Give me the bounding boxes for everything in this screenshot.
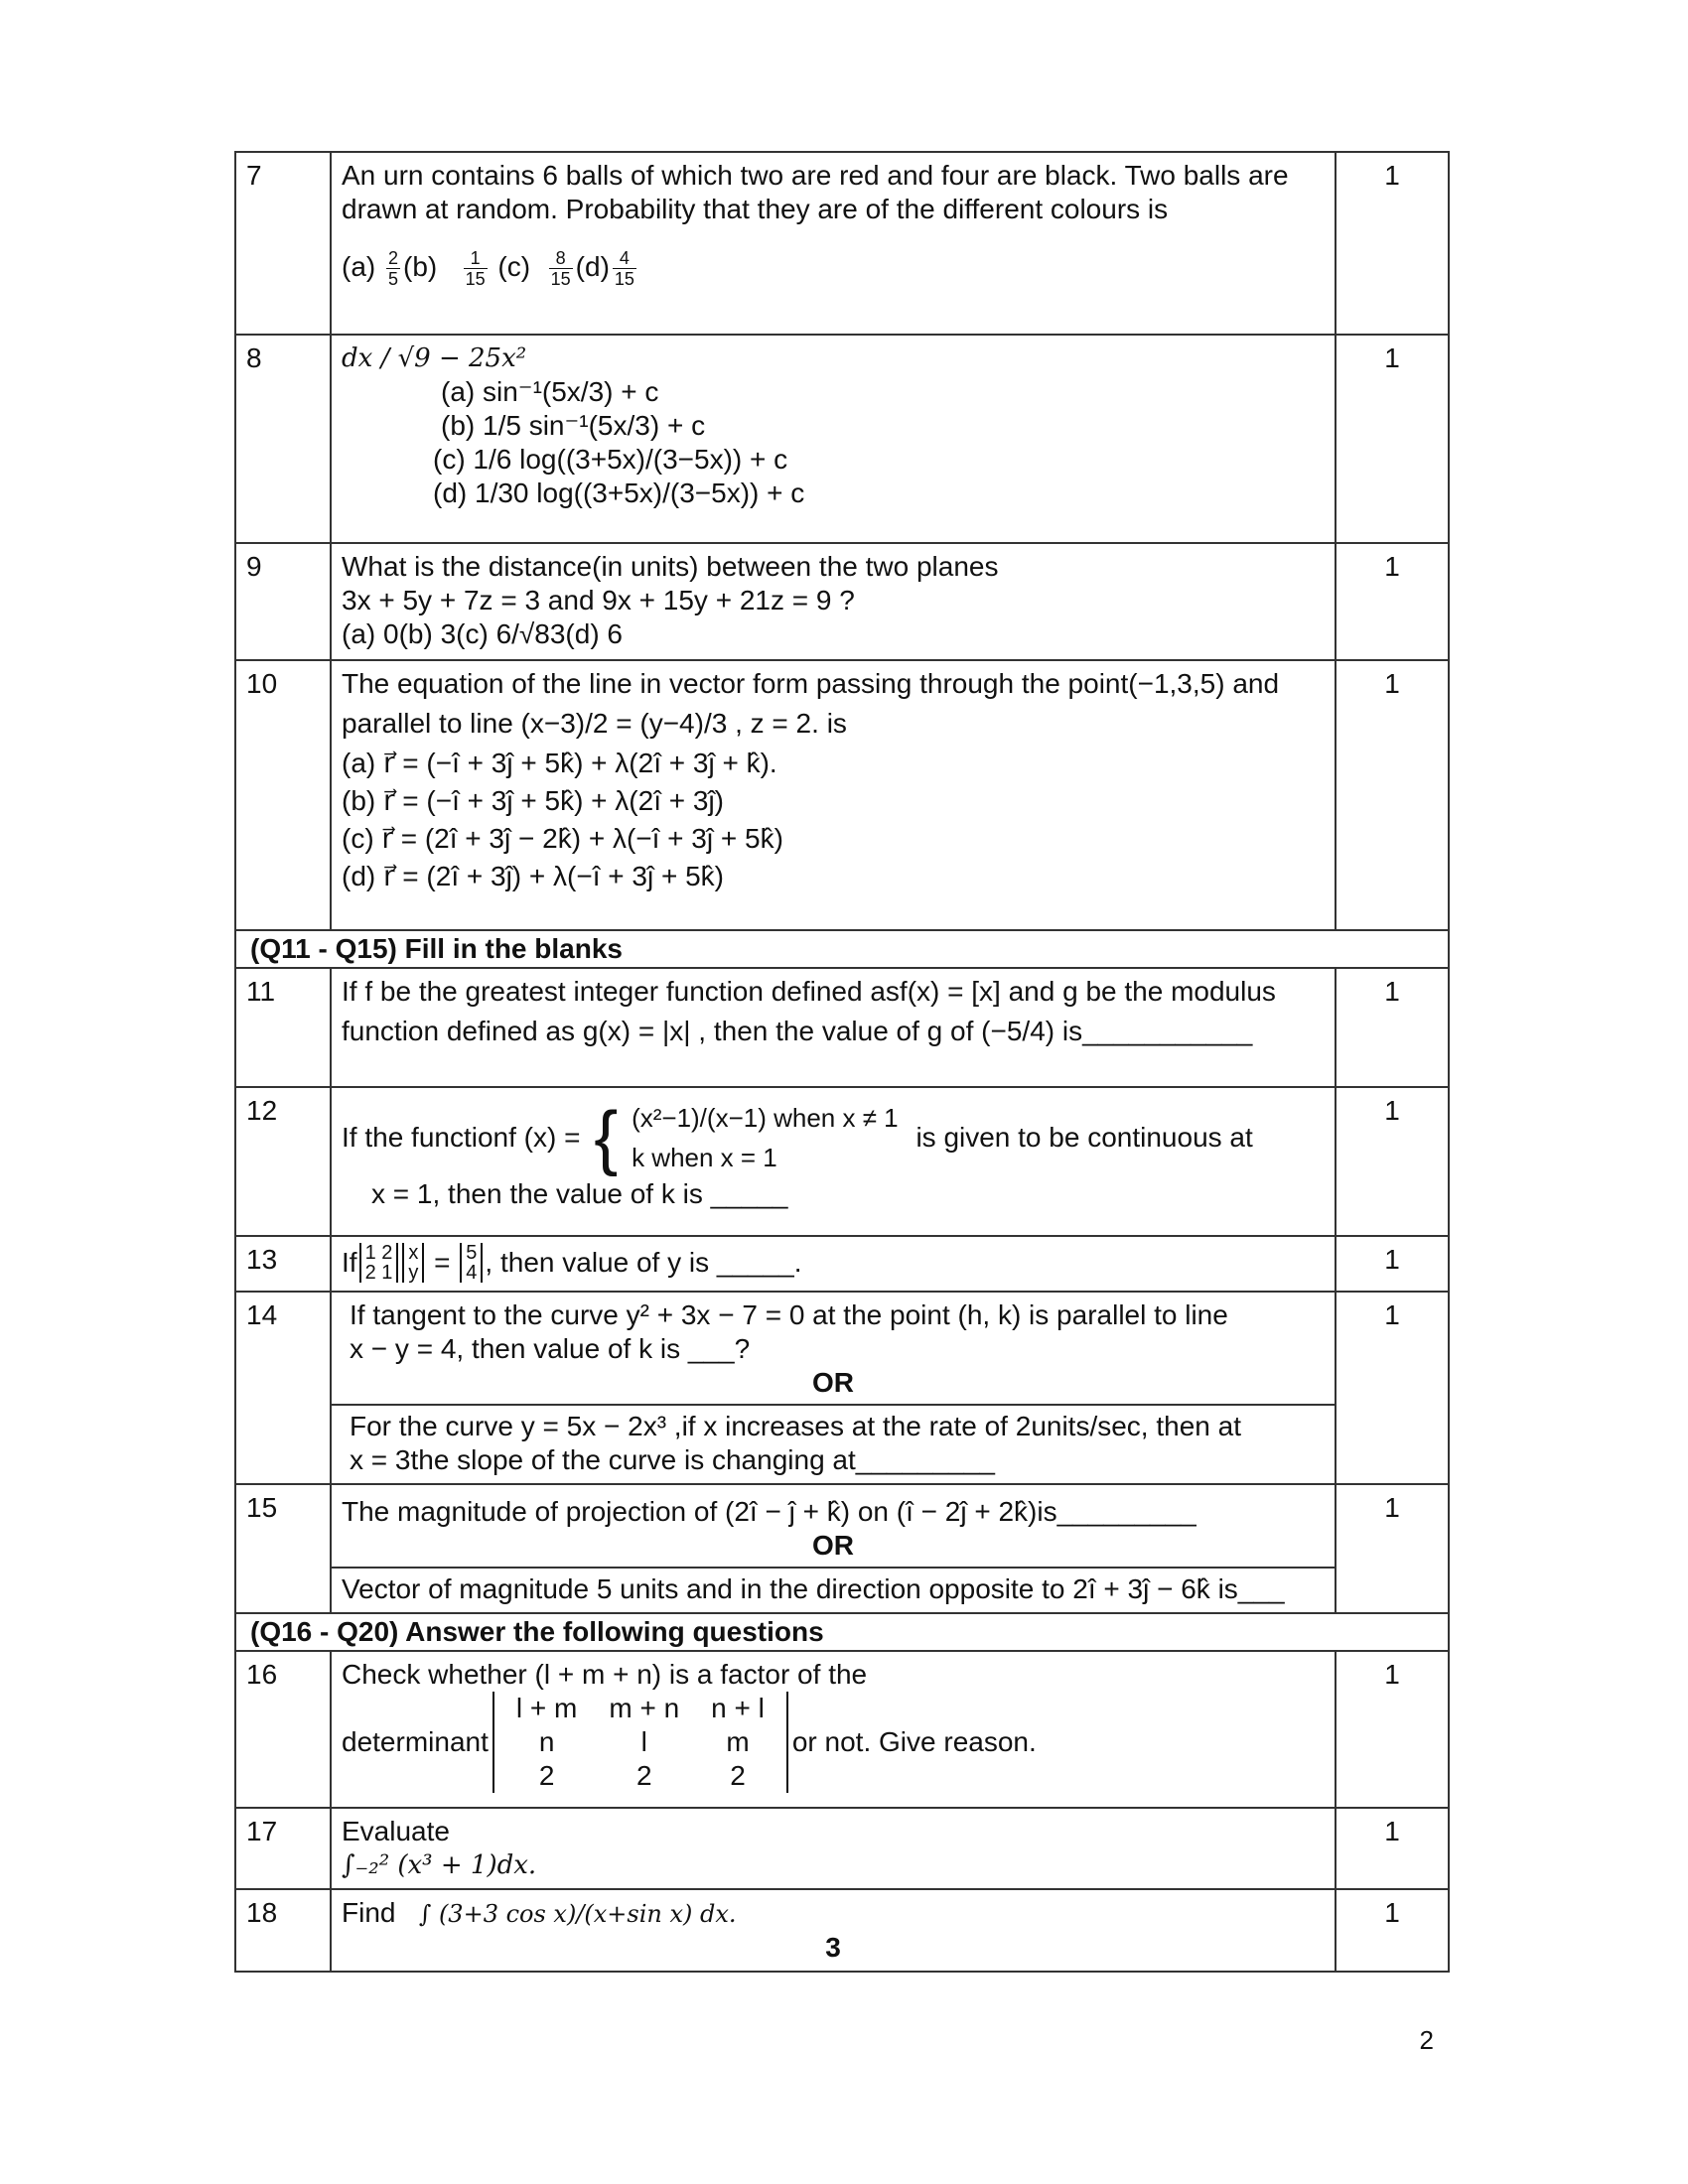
question-number: 13 bbox=[235, 1236, 331, 1292]
question-number: 15 bbox=[235, 1484, 331, 1613]
options: (a) $\frac{2}{5}$ (b) $\frac{1}{15}$ (c) $\frac{8}{15}$ (d) $\frac{4}{15}$ bbox=[342, 248, 634, 289]
matrix-xy: x y bbox=[402, 1243, 424, 1283]
question-body: If tangent to the curve y² + 3x − 7 = 0 at the point (h, k) is parallel to line x − y = 4, then value of k is ___? OR For the curve y = 5x − 2x³ ,if x increases at the rate of 2units/sec, then at x = 3the slope of the curve is changing at_________ bbox=[331, 1292, 1336, 1484]
question-number: 9 bbox=[235, 543, 331, 660]
question-row-17 bbox=[235, 1808, 1449, 1889]
question-row-16 bbox=[235, 1651, 1449, 1808]
question-body: Evaluate ∫₋₂² (x³ + 1)dx. bbox=[331, 1808, 1336, 1889]
marks: 1 bbox=[1336, 335, 1449, 543]
option-a: (a) sin⁻¹(5x/3) + c bbox=[441, 376, 659, 407]
question-row-8 bbox=[235, 335, 1449, 543]
question-number: 7 bbox=[235, 152, 331, 335]
question-body: The equation of the line in vector form passing through the point(−1,3,5) and parallel to line (x−3)/2 = (y−4)/3 , z = 2. is (a) r⃗ = (−î + 3ĵ + 5k̂) + λ(2î + 3ĵ + k̂). (b) r⃗ = (−î + 3ĵ + 5k̂) + λ(2î + 3ĵ) (c) r⃗ = (2î + 3ĵ − 2k̂) + λ(−î + 3ĵ + 5k̂) (d) r⃗ = (2î + 3ĵ) + λ(−î + 3ĵ + 5k̂) bbox=[331, 660, 1336, 930]
matrix-a: 1 2 2 1 bbox=[359, 1243, 399, 1283]
option-a: (a) r⃗ = (−î + 3ĵ + 5k̂) + λ(2î + 3ĵ + k̂). bbox=[342, 748, 777, 778]
question-body: If the functionf (x) = { (x²−1)/(x−1) when x ≠ 1 k when x = 1 is given to be continuous at x = 1, then the value of k is _____ bbox=[331, 1087, 1336, 1236]
question-body bbox=[331, 152, 1336, 335]
question-number: 11 bbox=[235, 968, 331, 1087]
question-number: 17 bbox=[235, 1808, 331, 1889]
question-body: The magnitude of projection of (2î − ĵ + k̂) on (î − 2ĵ + 2k̂)is_________ OR Vector of magnitude 5 units and in the direction opposite to 2î + 3ĵ − 6k̂ is___ bbox=[331, 1484, 1336, 1613]
question-body: What is the distance(in units) between the two planes 3x + 5y + 7z = 3 and 9x + 15y + 21z = 9 ? (a) 0(b) 3(c) 6/√83(d) 6 bbox=[331, 543, 1336, 660]
marks: 1 bbox=[1336, 1236, 1449, 1292]
option-b: (b) 1/5 sin⁻¹(5x/3) + c bbox=[441, 410, 706, 441]
marks: 1 bbox=[1336, 1484, 1449, 1613]
fraction: $\frac{8}{15}$ bbox=[550, 248, 571, 289]
section-heading-answer: (Q16 - Q20) Answer the following questions bbox=[235, 1613, 1449, 1651]
question-row-12 bbox=[235, 1087, 1449, 1236]
or-label: OR bbox=[812, 1530, 854, 1561]
question-number: 8 bbox=[235, 335, 331, 543]
option-c: (c) r⃗ = (2î + 3ĵ − 2k̂) + λ(−î + 3ĵ + 5k̂) bbox=[342, 823, 783, 854]
option-d: (d) 1/30 log((3+5x)/(3−5x)) + c bbox=[433, 478, 805, 508]
marks: 1 bbox=[1336, 660, 1449, 930]
question-row-7 bbox=[235, 152, 1449, 335]
marks: 1 bbox=[1336, 1292, 1449, 1484]
question-body: If f be the greatest integer function defined asf(x) = [x] and g be the modulus function defined as g(x) = |x| , then the value of g of (−5/4) is___________ bbox=[331, 968, 1336, 1087]
question-row-14 bbox=[235, 1292, 1449, 1484]
question-body: Check whether (l + m + n) is a factor of the determinant l + m m + n n + l n l m 2 2 2 or not. Give reason. bbox=[331, 1651, 1336, 1808]
or-label: OR bbox=[812, 1367, 854, 1398]
fraction: $\frac{4}{15}$ bbox=[614, 248, 634, 289]
question-row-9 bbox=[235, 543, 1449, 660]
question-number: 14 bbox=[235, 1292, 331, 1484]
question-number: 10 bbox=[235, 660, 331, 930]
fraction: $\frac{2}{5}$ bbox=[388, 248, 399, 289]
page-number: 2 bbox=[1419, 2025, 1434, 2055]
brace: { bbox=[594, 1098, 619, 1177]
question-number: 12 bbox=[235, 1087, 331, 1236]
marks: 1 bbox=[1336, 968, 1449, 1087]
marks: 1 bbox=[1336, 1651, 1449, 1808]
question-row-10 bbox=[235, 660, 1449, 930]
marks: 1 bbox=[1336, 152, 1449, 335]
integral: dx / √9 − 25x² bbox=[342, 343, 527, 373]
marks: 1 bbox=[1336, 1889, 1449, 1972]
question-body bbox=[331, 335, 1336, 543]
piecewise-cases: (x²−1)/(x−1) when x ≠ 1 k when x = 1 bbox=[632, 1103, 899, 1172]
marks: 1 bbox=[1336, 543, 1449, 660]
marks: 1 bbox=[1336, 1808, 1449, 1889]
question-row-11 bbox=[235, 968, 1449, 1087]
option-b: (b) r⃗ = (−î + 3ĵ + 5k̂) + λ(2î + 3ĵ) bbox=[342, 785, 724, 816]
question-number: 16 bbox=[235, 1651, 331, 1808]
section-heading-fill-blanks: (Q11 - Q15) Fill in the blanks bbox=[235, 930, 1449, 968]
question-row-13 bbox=[235, 1236, 1449, 1292]
options: (a) 0(b) 3(c) 6/√83(d) 6 bbox=[342, 618, 624, 649]
marks: 1 bbox=[1336, 1087, 1449, 1236]
question-row-15 bbox=[235, 1484, 1449, 1613]
matrix-result: 5 4 bbox=[460, 1243, 483, 1283]
question-body: Find ∫ (3+3 cos x)/(x+sin x) dx. 3 bbox=[331, 1889, 1336, 1972]
center-marker: 3 bbox=[825, 1932, 841, 1963]
question-number: 18 bbox=[235, 1889, 331, 1972]
fraction: $\frac{1}{15}$ bbox=[465, 248, 486, 289]
question-body: If 1 2 2 1 x y = 5 4 , then value of y is _____. bbox=[331, 1236, 1336, 1292]
option-d: (d) r⃗ = (2î + 3ĵ) + λ(−î + 3ĵ + 5k̂) bbox=[342, 861, 724, 891]
question-text: An urn contains 6 balls of which two are red and four are black. Two balls are drawn at random. Probability that they are of the different colours is bbox=[342, 160, 1289, 224]
question-table bbox=[234, 151, 1450, 1973]
question-row-18 bbox=[235, 1889, 1449, 1972]
option-c: (c) 1/6 log((3+5x)/(3−5x)) + c bbox=[433, 444, 788, 475]
determinant: l + m m + n n + l n l m 2 2 2 bbox=[492, 1692, 788, 1793]
